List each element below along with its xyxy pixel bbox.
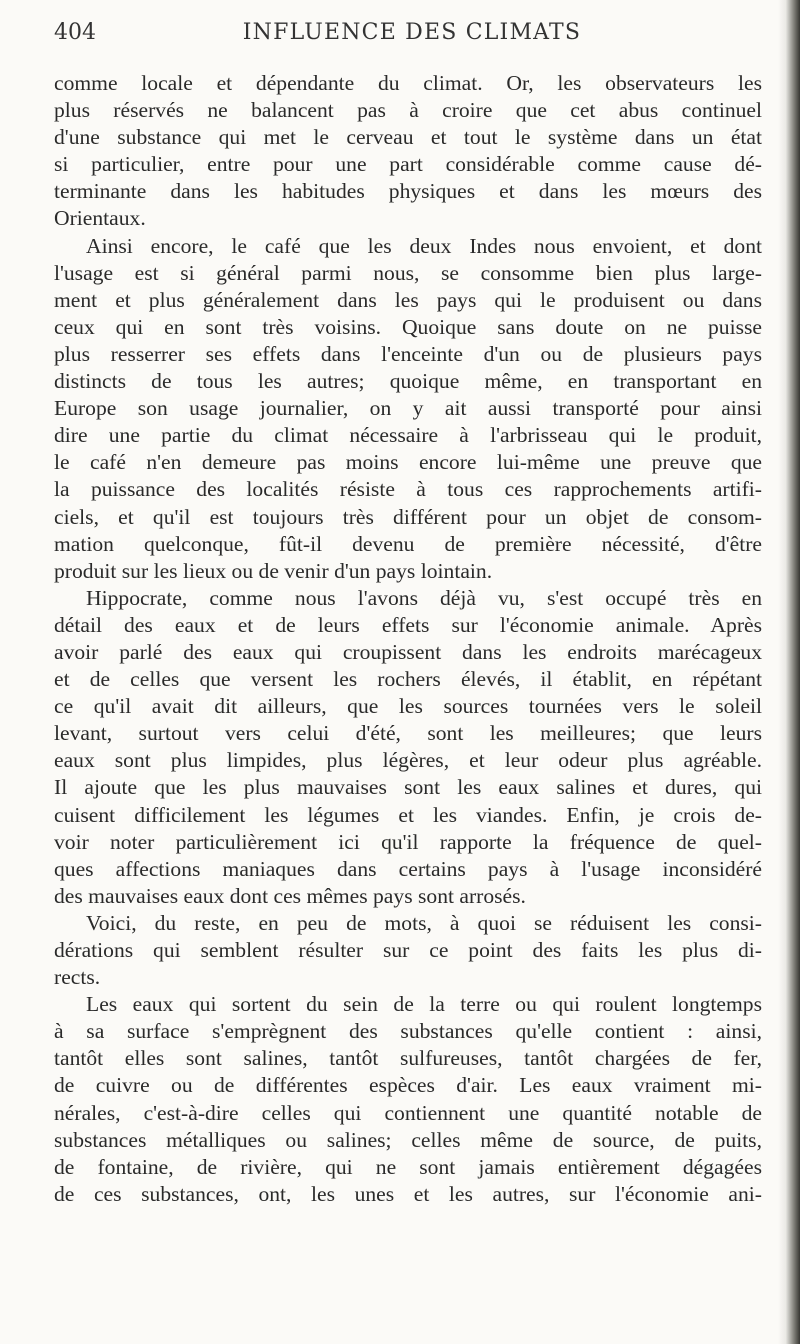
text-line: Voici, du reste, en peu de mots, à quoi se réduisent les consi-: [86, 910, 762, 935]
text-line: plus réservés ne balancent pas à croire que cet abus continuel: [54, 98, 762, 123]
text-line: eaux sont plus limpides, plus légères, et leur odeur plus agréable.: [54, 748, 762, 773]
text-line: ques affections maniaques dans certains pays à l'usage inconsidéré: [54, 856, 762, 881]
text-line: substances métalliques ou salines; celles même de source, de puits,: [54, 1127, 762, 1152]
text-line: dire une partie du climat nécessaire à l'arbrisseau qui le produit,: [54, 423, 762, 448]
text-line: le café n'en demeure pas moins encore lui-même une preuve que: [54, 450, 762, 475]
text-line: détail des eaux et de leurs effets sur l'économie animale. Après: [54, 612, 762, 637]
text-line: à sa surface s'emprègnent des substances qu'elle contient : ainsi,: [54, 1019, 762, 1044]
text-line: avoir parlé des eaux qui croupissent dans les endroits marécageux: [54, 639, 762, 664]
text-line: l'usage est si général parmi nous, se consomme bien plus large-: [54, 260, 762, 285]
text-line: ce qu'il avait dit ailleurs, que les sources tournées vers le soleil: [54, 694, 762, 719]
text-line: levant, surtout vers celui d'été, sont les meilleures; que leurs: [54, 721, 762, 746]
text-line: ciels, et qu'il est toujours très différent pour un objet de consom-: [54, 504, 762, 529]
text-line: de fontaine, de rivière, qui ne sont jamais entièrement dégagées: [54, 1154, 762, 1179]
text-line: plus resserrer ses effets dans l'enceinte d'un ou de plusieurs pays: [54, 341, 762, 366]
text-line: si particulier, entre pour une part considérable comme cause dé-: [54, 152, 762, 177]
text-line: Hippocrate, comme nous l'avons déjà vu, s'est occupé très en: [86, 585, 762, 610]
text-line: Ainsi encore, le café que les deux Indes nous envoient, et dont: [86, 233, 762, 258]
text-line: Orientaux.: [54, 206, 146, 231]
text-line: comme locale et dépendante du climat. Or, les observateurs les: [54, 71, 762, 95]
text-line: dérations qui semblent résulter sur ce point des faits les plus di-: [54, 938, 762, 962]
text-line: Les eaux qui sortent du sein de la terre ou qui roulent longtemps: [86, 992, 762, 1017]
running-head: INFLUENCE DES CLIMATS: [242, 20, 582, 45]
text-line: cuisent difficilement les légumes et les viandes. Enfin, je crois de-: [54, 802, 762, 827]
text-line: Il ajoute que les plus mauvaises sont les eaux salines et dures, qui: [54, 775, 762, 800]
text-line: d'une substance qui met le cerveau et tout le système dans un état: [54, 125, 762, 150]
text-line: de ces substances, ont, les unes et les autres, sur l'économie ani-: [54, 1181, 762, 1206]
text-line: produit sur les lieux ou de venir d'un pays lointain.: [54, 558, 493, 583]
text-line: de cuivre ou de différentes espèces d'air. Les eaux vraiment mi-: [54, 1073, 762, 1098]
body-text: [54, 70, 762, 1208]
text-line: rects.: [54, 965, 101, 990]
text-line: mation quelconque, fût-il devenu de première nécessité, d'être: [54, 531, 762, 556]
text-line: tantôt elles sont salines, tantôt sulfureuses, tantôt chargées de fer,: [54, 1046, 762, 1071]
text-line: Europe son usage journalier, on y ait aussi transporté pour ainsi: [54, 396, 762, 421]
text-line: ment et plus généralement dans les pays qui le produisent ou dans: [54, 287, 762, 312]
text-line: des mauvaises eaux dont ces mêmes pays sont arrosés.: [54, 883, 526, 908]
page-number: 404: [54, 20, 96, 45]
text-line: distincts de tous les autres; quoique même, en transportant en: [54, 369, 762, 394]
text-line: et de celles que versent les rochers élevés, il établit, en répétant: [54, 667, 762, 692]
text-line: terminante dans les habitudes physiques et dans les mœurs des: [54, 179, 762, 204]
page-edge-shadow: [778, 0, 800, 1344]
text-line: voir noter particulièrement ici qu'il rapporte la fréquence de quel-: [54, 829, 762, 854]
text-line: nérales, c'est-à-dire celles qui contiennent une quantité notable de: [54, 1100, 762, 1125]
text-line: ceux qui en sont très voisins. Quoique sans doute on ne puisse: [54, 314, 762, 339]
text-line: la puissance des localités résiste à tous ces rapprochements artifi-: [54, 477, 762, 502]
page-header: [54, 18, 754, 50]
